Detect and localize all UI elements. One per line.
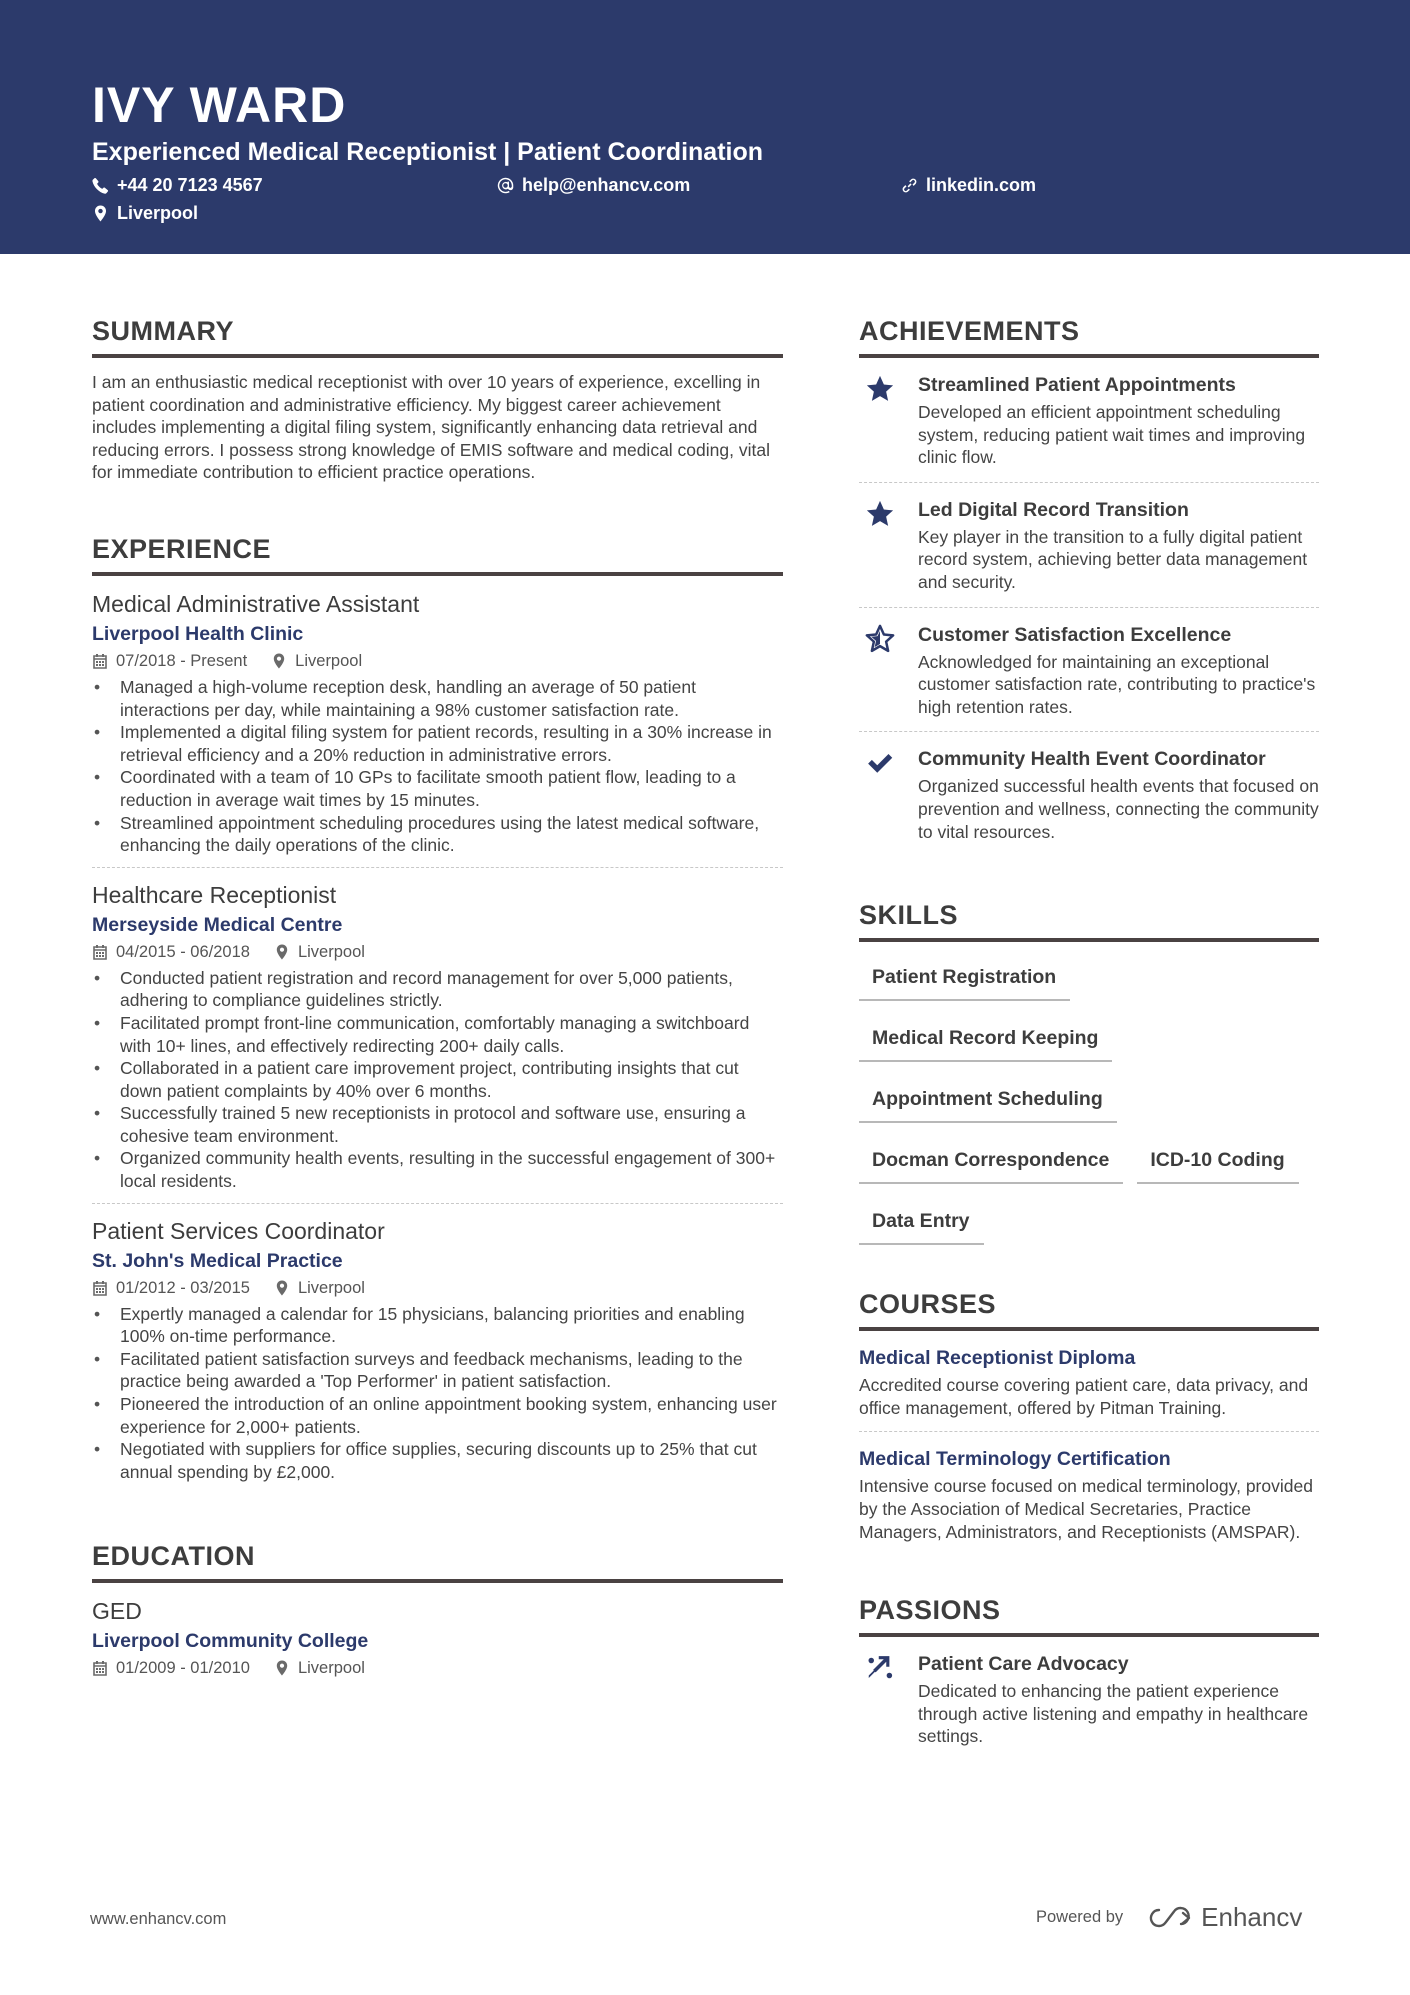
location-pin-icon <box>274 1280 290 1296</box>
bullet-item: • Negotiated with suppliers for office supplies, securing discounts up to 25% that cut annual spending by £2,000. <box>92 1438 783 1483</box>
bullet-item: • Organized community health events, resulting in the successful engagement of 300+ local residents. <box>92 1147 783 1192</box>
job-title: Healthcare Receptionist <box>92 881 337 908</box>
enhancv-logo-icon <box>1147 1906 1193 1930</box>
candidate-headline: Experienced Medical Receptionist | Patient Coordination <box>92 138 764 166</box>
summary-section <box>92 312 783 484</box>
skill-tag: Patient Registration <box>859 954 1070 1001</box>
left-column <box>92 312 783 1679</box>
powered-by-label: Powered by <box>1036 1908 1124 1926</box>
achievement-item <box>859 482 1319 607</box>
right-column <box>859 312 1319 1761</box>
education-meta <box>92 1657 783 1679</box>
location-pin-icon <box>274 944 290 960</box>
job-bullets <box>92 967 783 1193</box>
bullet-item: • Expertly managed a calendar for 15 physicians, balancing priorities and enabling 100% on-time performance. <box>92 1303 783 1348</box>
job-location: Liverpool <box>271 650 362 672</box>
skill-tag: Data Entry <box>859 1198 984 1245</box>
footer-branding <box>1036 1902 1302 1933</box>
job-entry <box>92 867 783 1203</box>
at-sign-icon <box>497 177 514 194</box>
job-meta <box>92 1277 783 1299</box>
job-dates: 01/2012 - 03/2015 <box>92 1277 250 1299</box>
brand-logo[interactable] <box>1147 1902 1302 1933</box>
calendar-icon <box>92 1280 108 1296</box>
bullet-item: • Facilitated patient satisfaction surveys and feedback mechanisms, leading to the practice being awarded a 'Top Performer' in patient satisfaction. <box>92 1348 783 1393</box>
contact-linkedin[interactable] <box>901 173 1036 197</box>
job-entry <box>92 589 783 867</box>
summary-heading: SUMMARY <box>92 312 783 358</box>
skill-tag: Docman Correspondence <box>859 1137 1123 1184</box>
bullet-item: • Pioneered the introduction of an online appointment booking system, enhancing user experience for 2,000+ patients. <box>92 1393 783 1438</box>
bullet-item: • Streamlined appointment scheduling procedures using the latest medical software, enhancing the daily operations of the clinic. <box>92 812 783 857</box>
job-location: Liverpool <box>274 1277 365 1299</box>
job-location: Liverpool <box>274 941 365 963</box>
achievement-desc: Developed an efficient appointment scheduling system, reducing patient wait times and improving clinic flow. <box>918 402 1306 468</box>
bullet-item: • Conducted patient registration and record management for over 5,000 patients, adhering to compliance guidelines strictly. <box>92 967 783 1012</box>
achievement-title: Customer Satisfaction Excellence <box>918 623 1232 646</box>
job-company: St. John's Medical Practice <box>92 1249 343 1272</box>
job-company: Merseyside Medical Centre <box>92 913 343 936</box>
courses-heading: COURSES <box>859 1285 1319 1331</box>
job-entry <box>92 1203 783 1494</box>
course-desc: Accredited course covering patient care, data privacy, and office management, offered by Pitman Training. <box>859 1375 1309 1418</box>
achievement-title: Community Health Event Coordinator <box>918 748 1266 771</box>
advocacy-icon <box>865 1651 901 1748</box>
bullet-item: • Successfully trained 5 new receptionists in protocol and software use, ensuring a cohesive team environment. <box>92 1102 783 1147</box>
passions-section <box>859 1591 1319 1761</box>
job-meta <box>92 650 783 672</box>
passion-title: Patient Care Advocacy <box>918 1653 1129 1676</box>
education-location: Liverpool <box>274 1657 365 1679</box>
star-outline-icon <box>865 622 901 719</box>
education-entry <box>92 1596 783 1679</box>
experience-section <box>92 530 783 1493</box>
star-icon <box>865 497 901 594</box>
bullet-item: • Managed a high-volume reception desk, handling an average of 50 patient interactions per day, while maintaining a 98% customer satisfaction rate. <box>92 676 783 721</box>
phone-text: +44 20 7123 4567 <box>117 175 263 195</box>
contact-email[interactable] <box>497 173 690 197</box>
job-meta <box>92 941 783 963</box>
job-bullets <box>92 1303 783 1484</box>
location-pin-icon <box>92 205 109 222</box>
skill-tag: ICD-10 Coding <box>1137 1137 1298 1184</box>
course-desc: Intensive course focused on medical terminology, provided by the Association of Medical Secretaries, Practice Managers, Administrators, and Receptionists (AMSPAR). <box>859 1476 1313 1542</box>
job-company: Liverpool Health Clinic <box>92 622 304 645</box>
courses-section <box>859 1285 1319 1555</box>
skills-heading: SKILLS <box>859 896 1319 942</box>
calendar-icon <box>92 653 108 669</box>
passions-heading: PASSIONS <box>859 1591 1319 1637</box>
contact-location <box>92 201 198 225</box>
achievement-item <box>859 607 1319 732</box>
checkmark-icon <box>865 746 901 843</box>
summary-text: I am an enthusiastic medical receptionist with over 10 years of experience, excelling in patient coordination and administrative efficiency. My biggest career achievement includes implementing a digital filing system, significantly enhancing data retrieval and reducing errors. I possess strong knowledge of EMIS software and medical coding, vital for immediate contribution to efficient practice operations. <box>92 372 770 483</box>
skill-tag: Medical Record Keeping <box>859 1015 1112 1062</box>
contact-phone[interactable] <box>92 173 263 197</box>
achievement-item <box>859 731 1319 856</box>
education-dates: 01/2009 - 01/2010 <box>92 1657 250 1679</box>
job-title: Medical Administrative Assistant <box>92 590 420 617</box>
bullet-item: • Coordinated with a team of 10 GPs to facilitate smooth patient flow, leading to a reduction in average wait times by 15 minutes. <box>92 766 783 811</box>
linkedin-text: linkedin.com <box>926 175 1037 195</box>
bullet-item: • Implemented a digital filing system for patient records, resulting in a 30% increase in retrieval efficiency and a 20% reduction in administrative errors. <box>92 721 783 766</box>
achievement-title: Streamlined Patient Appointments <box>918 374 1236 396</box>
education-heading: EDUCATION <box>92 1537 783 1583</box>
passion-desc: Dedicated to enhancing the patient experience through active listening and empathy in healthcare settings. <box>918 1681 1309 1747</box>
achievements-heading: ACHIEVEMENTS <box>859 312 1319 358</box>
achievement-title: Led Digital Record Transition <box>918 498 1189 521</box>
achievement-desc: Organized successful health events that focused on prevention and wellness, connecting the community to vital resources. <box>918 776 1319 842</box>
bullet-item: • Facilitated prompt front-line communication, comfortably managing a switchboard with 10+ lines, and effectively redirecting 200+ daily calls. <box>92 1012 783 1057</box>
achievement-item <box>859 358 1319 482</box>
achievement-desc: Key player in the transition to a fully digital patient record system, achieving better data management and security. <box>918 526 1308 592</box>
location-pin-icon <box>271 653 287 669</box>
achievement-desc: Acknowledged for maintaining an exceptional customer satisfaction rate, contributing to practice's high retention rates. <box>918 651 1316 717</box>
resume-header <box>0 0 1410 254</box>
education-school: Liverpool Community College <box>92 1630 369 1653</box>
job-dates: 07/2018 - Present <box>92 650 247 672</box>
achievements-section <box>859 312 1319 856</box>
job-dates: 04/2015 - 06/2018 <box>92 941 250 963</box>
bullet-item: • Collaborated in a patient care improvement project, contributing insights that cut down patient complaints by 40% over 6 months. <box>92 1057 783 1102</box>
job-bullets <box>92 676 783 857</box>
education-section <box>92 1537 783 1679</box>
education-degree: GED <box>92 1598 142 1625</box>
footer-website[interactable]: www.enhancv.com <box>90 1910 227 1928</box>
passion-item <box>859 1637 1319 1761</box>
skill-tag: Appointment Scheduling <box>859 1076 1117 1123</box>
calendar-icon <box>92 944 108 960</box>
email-text: help@enhancv.com <box>522 175 691 195</box>
location-text: Liverpool <box>117 203 199 223</box>
calendar-icon <box>92 1660 108 1676</box>
skills-list <box>859 954 1319 1259</box>
phone-icon <box>92 177 109 194</box>
star-icon <box>865 372 901 469</box>
job-title: Patient Services Coordinator <box>92 1217 385 1244</box>
course-title: Medical Receptionist Diploma <box>859 1347 1136 1370</box>
link-icon <box>901 177 918 194</box>
course-item <box>859 1431 1319 1555</box>
course-item <box>859 1331 1319 1431</box>
candidate-name: IVY WARD <box>92 77 347 133</box>
brand-name: Enhancv <box>1201 1902 1303 1932</box>
experience-heading: EXPERIENCE <box>92 530 783 576</box>
course-title: Medical Terminology Certification <box>859 1448 1171 1471</box>
location-pin-icon <box>274 1660 290 1676</box>
skills-section <box>859 896 1319 1259</box>
